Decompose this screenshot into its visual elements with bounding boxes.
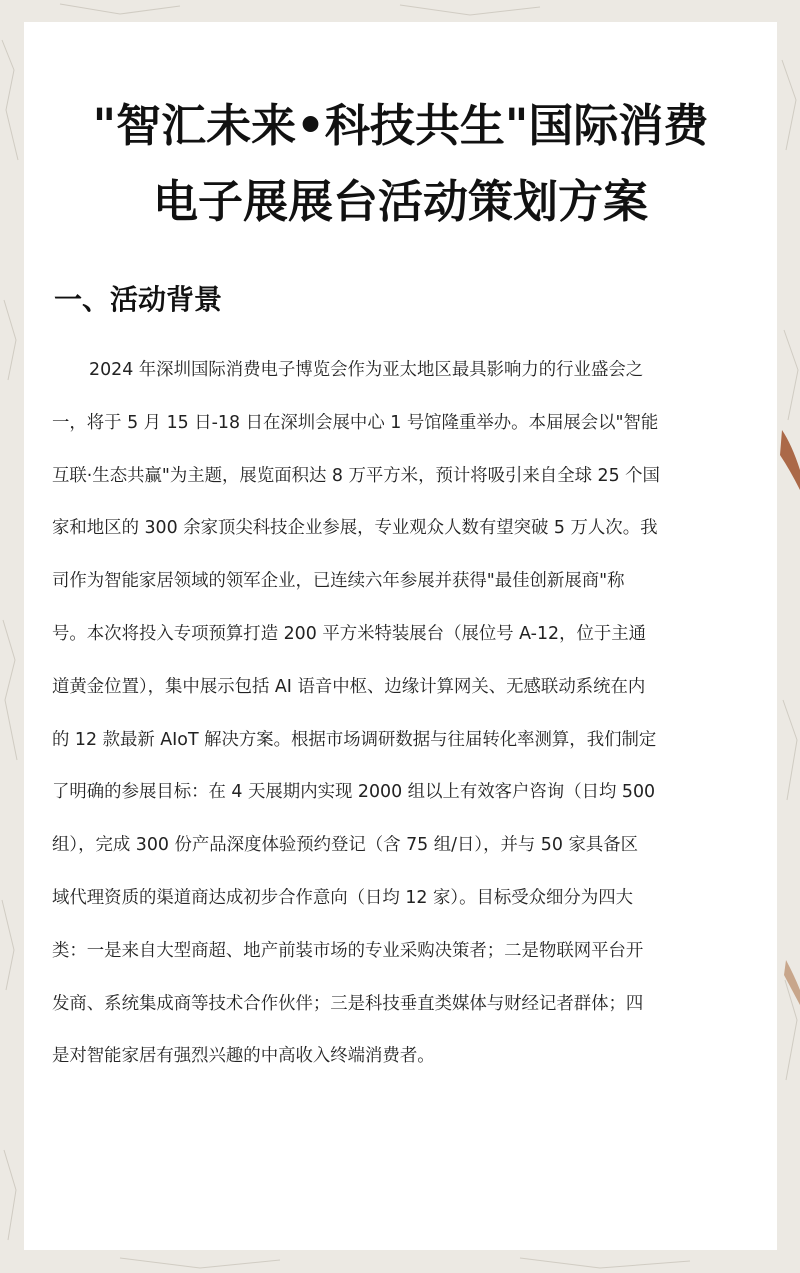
- paragraph-line: 号。本次将投入专项预算打造 200 平方米特装展台（展位号 A-12，位于主通: [52, 623, 647, 644]
- paragraph-line: 发商、系统集成商等技术合作伙伴；三是科技垂直类媒体与财经记者群体；四: [52, 993, 644, 1014]
- paragraph-line: 一，将于 5 月 15 日-18 日在深圳会展中心 1 号馆隆重举办。本届展会以"智能: [52, 412, 659, 433]
- title-line-2: 电子展展台活动策划方案: [152, 175, 648, 228]
- paragraph-line: 司作为智能家居领域的领军企业，已连续六年参展并获得"最佳创新展商"称: [52, 571, 625, 592]
- paragraph-line: 是对智能家居有强烈兴趣的中高收入终端消费者。: [52, 1046, 435, 1067]
- paragraph-line: 2024 年深圳国际消费电子博览会作为亚太地区最具影响力的行业盛会之: [89, 360, 644, 380]
- section-heading: 一、活动背景: [54, 283, 223, 316]
- document-title: [24, 88, 777, 240]
- paragraph-line: 了明确的参展目标：在 4 天展期内实现 2000 组以上有效客户咨询（日均 500: [52, 782, 656, 803]
- paragraph-line: 互联·生态共赢"为主题，展览面积达 8 万平方米，预计将吸引来自全球 25 个国: [52, 465, 660, 486]
- paragraph-line: 组），完成 300 份产品深度体验预约登记（含 75 组/日），并与 50 家具备区: [52, 835, 639, 856]
- title-line-1: "智汇未来•科技共生"国际消费: [92, 99, 709, 152]
- body-paragraph: [52, 344, 752, 1083]
- paragraph-line: 家和地区的 300 余家顶尖科技企业参展，专业观众人数有望突破 5 万人次。我: [52, 518, 658, 539]
- paragraph-line: 的 12 款最新 AIoT 解决方案。根据市场调研数据与往届转化率测算，我们制定: [52, 729, 657, 750]
- paragraph-line: 道黄金位置），集中展示包括 AI 语音中枢、边缘计算网关、无感联动系统在内: [52, 676, 646, 697]
- paragraph-line: 类：一是来自大型商超、地产前装市场的专业采购决策者；二是物联网平台开: [52, 940, 644, 961]
- paragraph-line: 域代理资质的渠道商达成初步合作意向（日均 12 家）。目标受众细分为四大: [52, 887, 633, 908]
- document-page: [24, 22, 777, 1250]
